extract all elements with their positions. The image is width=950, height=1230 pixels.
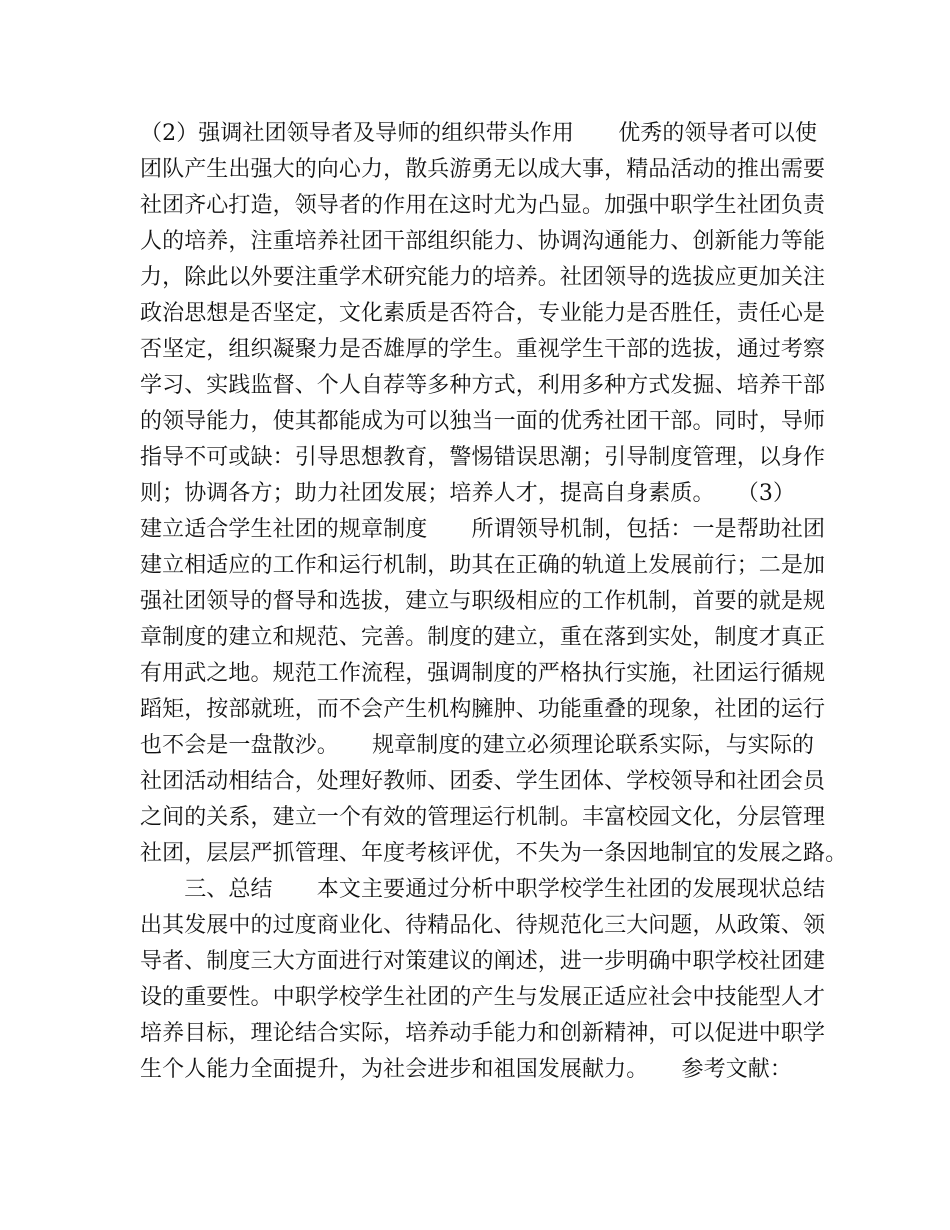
text-line: 也不会是一盘散沙。 规章制度的建立必须理论联系实际，与实际的 bbox=[140, 733, 815, 758]
text-line: 团队产生出强大的向心力，散兵游勇无以成大事，精品活动的推出需要 bbox=[140, 157, 826, 182]
text-line: 建立相适应的工作和运行机制，助其在正确的轨道上发展前行；二是加 bbox=[140, 553, 826, 578]
text-line: 否坚定，组织凝聚力是否雄厚的学生。重视学生干部的选拔，通过考察 bbox=[140, 337, 826, 362]
body-text bbox=[140, 116, 848, 1088]
text-line: 设的重要性。中职学校学生社团的产生与发展正适应社会中技能型人才 bbox=[140, 985, 826, 1010]
text-line: （2）强调社团领导者及导师的组织带头作用 优秀的领导者可以使 bbox=[140, 121, 818, 146]
text-line: 有用武之地。规范工作流程，强调制度的严格执行实施，社团运行循规 bbox=[140, 661, 826, 686]
text-line: 则；协调各方；助力社团发展；培养人才，提高自身素质。 （3） bbox=[140, 481, 796, 506]
text-line: 出其发展中的过度商业化、待精品化、待规范化三大问题，从政策、领 bbox=[140, 913, 826, 938]
text-line: 力，除此以外要注重学术研究能力的培养。社团领导的选拔应更加关注 bbox=[140, 265, 826, 290]
text-line: 三、总结 本文主要通过分析中职学校学生社团的发展现状总结 bbox=[140, 877, 826, 902]
text-line: 培养目标，理论结合实际，培养动手能力和创新精神，可以促进中职学 bbox=[140, 1021, 826, 1046]
text-line: 章制度的建立和规范、完善。制度的建立，重在落到实处，制度才真正 bbox=[140, 625, 826, 650]
text-line: 学习、实践监督、个人自荐等多种方式，利用多种方式发掘、培养干部 bbox=[140, 373, 826, 398]
text-line: 的领导能力，使其都能成为可以独当一面的优秀社团干部。同时，导师 bbox=[140, 409, 826, 434]
text-line: 蹈矩，按部就班，而不会产生机构臃肿、功能重叠的现象，社团的运行 bbox=[140, 697, 826, 722]
text-line: 导者、制度三大方面进行对策建议的阐述，进一步明确中职学校社团建 bbox=[140, 949, 826, 974]
text-line: 之间的关系，建立一个有效的管理运行机制。丰富校园文化，分层管理 bbox=[140, 805, 826, 830]
text-line: 社团活动相结合，处理好教师、团委、学生团体、学校领导和社团会员 bbox=[140, 769, 826, 794]
text-line: 社团齐心打造，领导者的作用在这时尤为凸显。加强中职学生社团负责 bbox=[140, 193, 826, 218]
text-line: 生个人能力全面提升，为社会进步和祖国发展献力。 参考文献： bbox=[140, 1057, 793, 1082]
text-line: 建立适合学生社团的规章制度 所谓领导机制，包括：一是帮助社团 bbox=[140, 517, 826, 542]
text-line: 强社团领导的督导和选拔，建立与职级相应的工作机制，首要的就是规 bbox=[140, 589, 826, 614]
text-line: 社团，层层严抓管理、年度考核评优，不失为一条因地制宜的发展之路。 bbox=[140, 841, 848, 866]
text-line: 指导不可或缺：引导思想教育，警惕错误思潮；引导制度管理，以身作 bbox=[140, 445, 826, 470]
text-line: 政治思想是否坚定，文化素质是否符合，专业能力是否胜任，责任心是 bbox=[140, 301, 826, 326]
text-line: 人的培养，注重培养社团干部组织能力、协调沟通能力、创新能力等能 bbox=[140, 229, 826, 254]
